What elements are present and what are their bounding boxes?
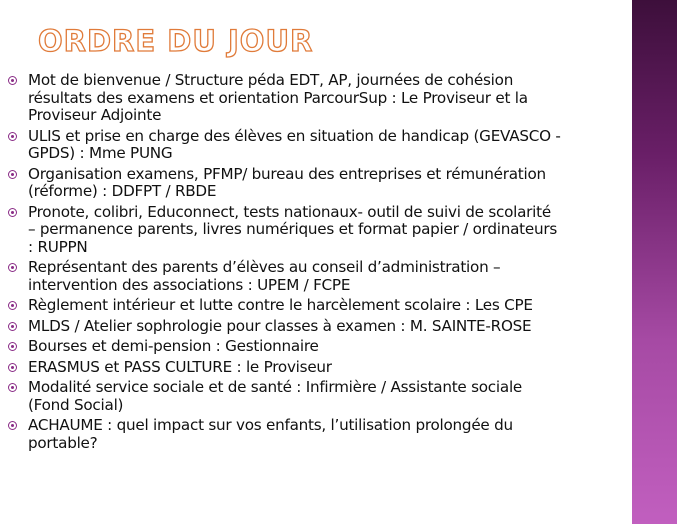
agenda-item-line: Règlement intérieur et lutte contre le harcèlement scolaire : Les CPE [28,296,533,314]
agenda-item-line: Modalité service sociale et de santé : Infirmière / Assistante sociale [28,378,523,396]
circle-bullet-icon [8,342,17,351]
decorative-side-band [632,0,677,524]
circle-bullet-icon [8,363,17,372]
agenda-item-line: Organisation examens, PFMP/ bureau des entreprises et rémunération [28,164,546,183]
circle-bullet-icon [8,132,17,141]
agenda-item-line: ACHAUME : quel impact sur vos enfants, l’utilisation prolongée du [28,416,513,434]
agenda-item-line: : RUPPN [28,237,88,256]
circle-bullet-icon [8,322,17,331]
agenda-item-parents-representatives [8,259,638,294]
agenda-item-line: (Fond Social) [28,395,124,414]
agenda-item-line: ERASMUS et PASS CULTURE : le Proviseur [28,357,332,376]
agenda-item-erasmus [8,359,638,377]
agenda-item-mlds [8,318,638,336]
agenda-item-pronote [8,204,638,257]
agenda-item-rules [8,297,638,315]
agenda-item-line: (réforme) : DDFPT / RBDE [28,182,217,200]
agenda-item-line: intervention des associations : UPEM / FCPE [28,275,351,294]
agenda-item-line: Représentant des parents d’élèves au conseil d’administration – [28,258,501,276]
agenda-item-line: résultats des examens et orientation ParcourSup : Le Proviseur et la [28,88,528,107]
agenda-item-ulis [8,128,638,163]
circle-bullet-icon [8,421,17,430]
agenda-item-scholarships [8,338,638,356]
agenda-item-line: Mot de bienvenue / Structure péda EDT, AP, journées de cohésion [28,71,514,89]
agenda-item-achaume [8,417,638,452]
agenda-item-social-health [8,379,638,414]
agenda-item-welcome [8,72,638,125]
agenda-item-line: GPDS) : Mme PUNG [28,144,173,162]
agenda-list [8,72,638,455]
circle-bullet-icon [8,383,17,392]
agenda-item-line: portable? [28,433,98,452]
agenda-item-line: ULIS et prise en charge des élèves en situation de handicap (GEVASCO - [28,126,561,145]
circle-bullet-icon [8,263,17,272]
circle-bullet-icon [8,301,17,310]
agenda-item-line: Pronote, colibri, Educonnect, tests nationaux- outil de suivi de scolarité [28,202,551,221]
agenda-item-line: Bourses et demi-pension : Gestionnaire [28,337,319,355]
circle-bullet-icon [8,170,17,179]
circle-bullet-icon [8,208,17,217]
agenda-item-line: MLDS / Atelier sophrologie pour classes à examen : M. SAINTE-ROSE [28,316,532,335]
agenda-item-line: Proviseur Adjointe [28,106,162,124]
slide-title: ORDRE DU JOUR [38,24,314,58]
agenda-item-line: – permanence parents, livres numériques et format papier / ordinateurs [28,220,558,238]
agenda-item-exams [8,166,638,201]
circle-bullet-icon [8,76,17,85]
